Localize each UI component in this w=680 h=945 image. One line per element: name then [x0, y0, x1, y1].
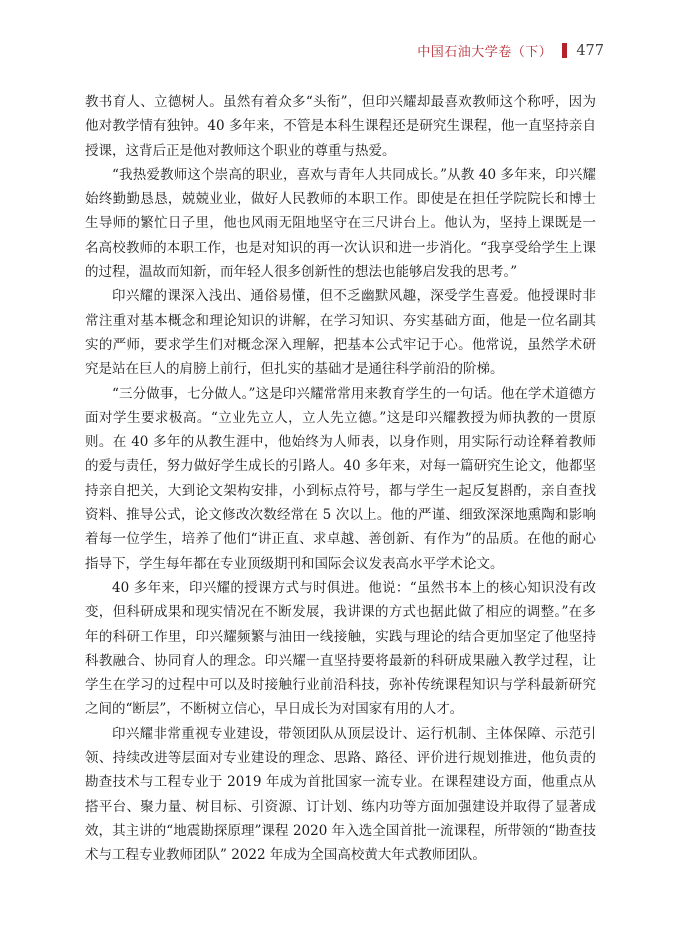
paragraph: 印兴耀非常重视专业建设，带领团队从顶层设计、运行机制、主体保障、示范引领、持续改进等层面对专业建设的理念、思路、路径、评价进行规划推进，他负责的勘查技术与工程专业于 2019 年成为首批国家一流专业。在课程建设方面，他重点从搭平台、聚力量、树目标、引资源、订计划、练内功等方面加强建设并取得了显著成效，其主讲的“地震勘探原理”课程 2020 年入选全国首批一流课程，所带领的“勘查技术与工程专业教师团队” 2022 年成为全国高校黄大年式教师团队。 [85, 725, 596, 864]
paragraph: 印兴耀的课深入浅出、通俗易懂，但不乏幽默风趣，深受学生喜爱。他授课时非常注重对基本概念和理论知识的讲解，在学习知识、夯实基础方面，他是一位名副其实的严师，要求学生们对概念深入理解，把基本公式牢记于心。他常说，虽然学术研究是站在巨人的肩膀上前行，但扎实的基础才是通往科学前沿的阶梯。 [85, 288, 596, 378]
body-text [85, 90, 596, 868]
paragraph-continued: 教书育人、立德树人。虽然有着众多“头衔”，但印兴耀却最喜欢教师这个称呼，因为他对教学情有独钟。40 多年来，不管是本科生课程还是研究生课程，他一直坚持亲自授课，这背后正是他对教师这个职业的尊重与热爱。 [85, 94, 596, 159]
header-separator-bar [562, 43, 567, 58]
paragraph: “三分做事，七分做人。”这是印兴耀常常用来教育学生的一句话。他在学术道德方面对学生要求极高。“立业先立人，立人先立德。”这是印兴耀教授为师执教的一贯原则。在 40 多年的从教生涯中，他始终为人师表，以身作则，用实际行动诠释着教师的爱与责任，努力做好学生成长的引路人。40 多年来，对每一篇研究生论文，他都坚持亲自把关，大到论文架构安排，小到标点符号，都与学生一起反复斟酌，亲自查找资料、推导公式，论文修改次数经常在 5 次以上。他的严谨、细致深深地熏陶和影响着每一位学生，培养了他们“讲正直、求卓越、善创新、有作为”的品质。在他的耐心指导下，学生每年都在专业顶级期刊和国际会议发表高水平学术论文。 [85, 385, 596, 572]
book-title: 中国石油大学卷（下） [417, 45, 553, 60]
paragraph: “我热爱教师这个崇高的职业，喜欢与青年人共同成长。”从教 40 多年来，印兴耀始终勤勤恳恳，兢兢业业，做好人民教师的本职工作。即使是在担任学院院长和博士生导师的繁忙日子里，他也风雨无阻地坚守在三尺讲台上。他认为，坚持上课既是一名高校教师的本职工作，也是对知识的再一次认识和进一步消化。“我享受给学生上课的过程，温故而知新，而年轻人很多创新性的想法也能够启发我的思考。” [85, 166, 596, 281]
running-header [85, 41, 604, 60]
page-number: 477 [576, 42, 604, 59]
paragraph: 40 多年来，印兴耀的授课方式与时俱进。他说：“虽然书本上的核心知识没有改变，但科研成果和现实情况在不断发展，我讲课的方式也据此做了相应的调整。”在多年的科研工作里，印兴耀频繁与油田一线接触，实践与理论的结合更加坚定了他坚持科教融合、协同育人的理念。印兴耀一直坚持要将最新的科研成果融入教学过程，让学生在学习的过程中可以及时接触行业前沿科技，弥补传统课程知识与学科最新研究之间的“断层”，不断树立信心，早日成长为对国家有用的人才。 [85, 579, 596, 718]
